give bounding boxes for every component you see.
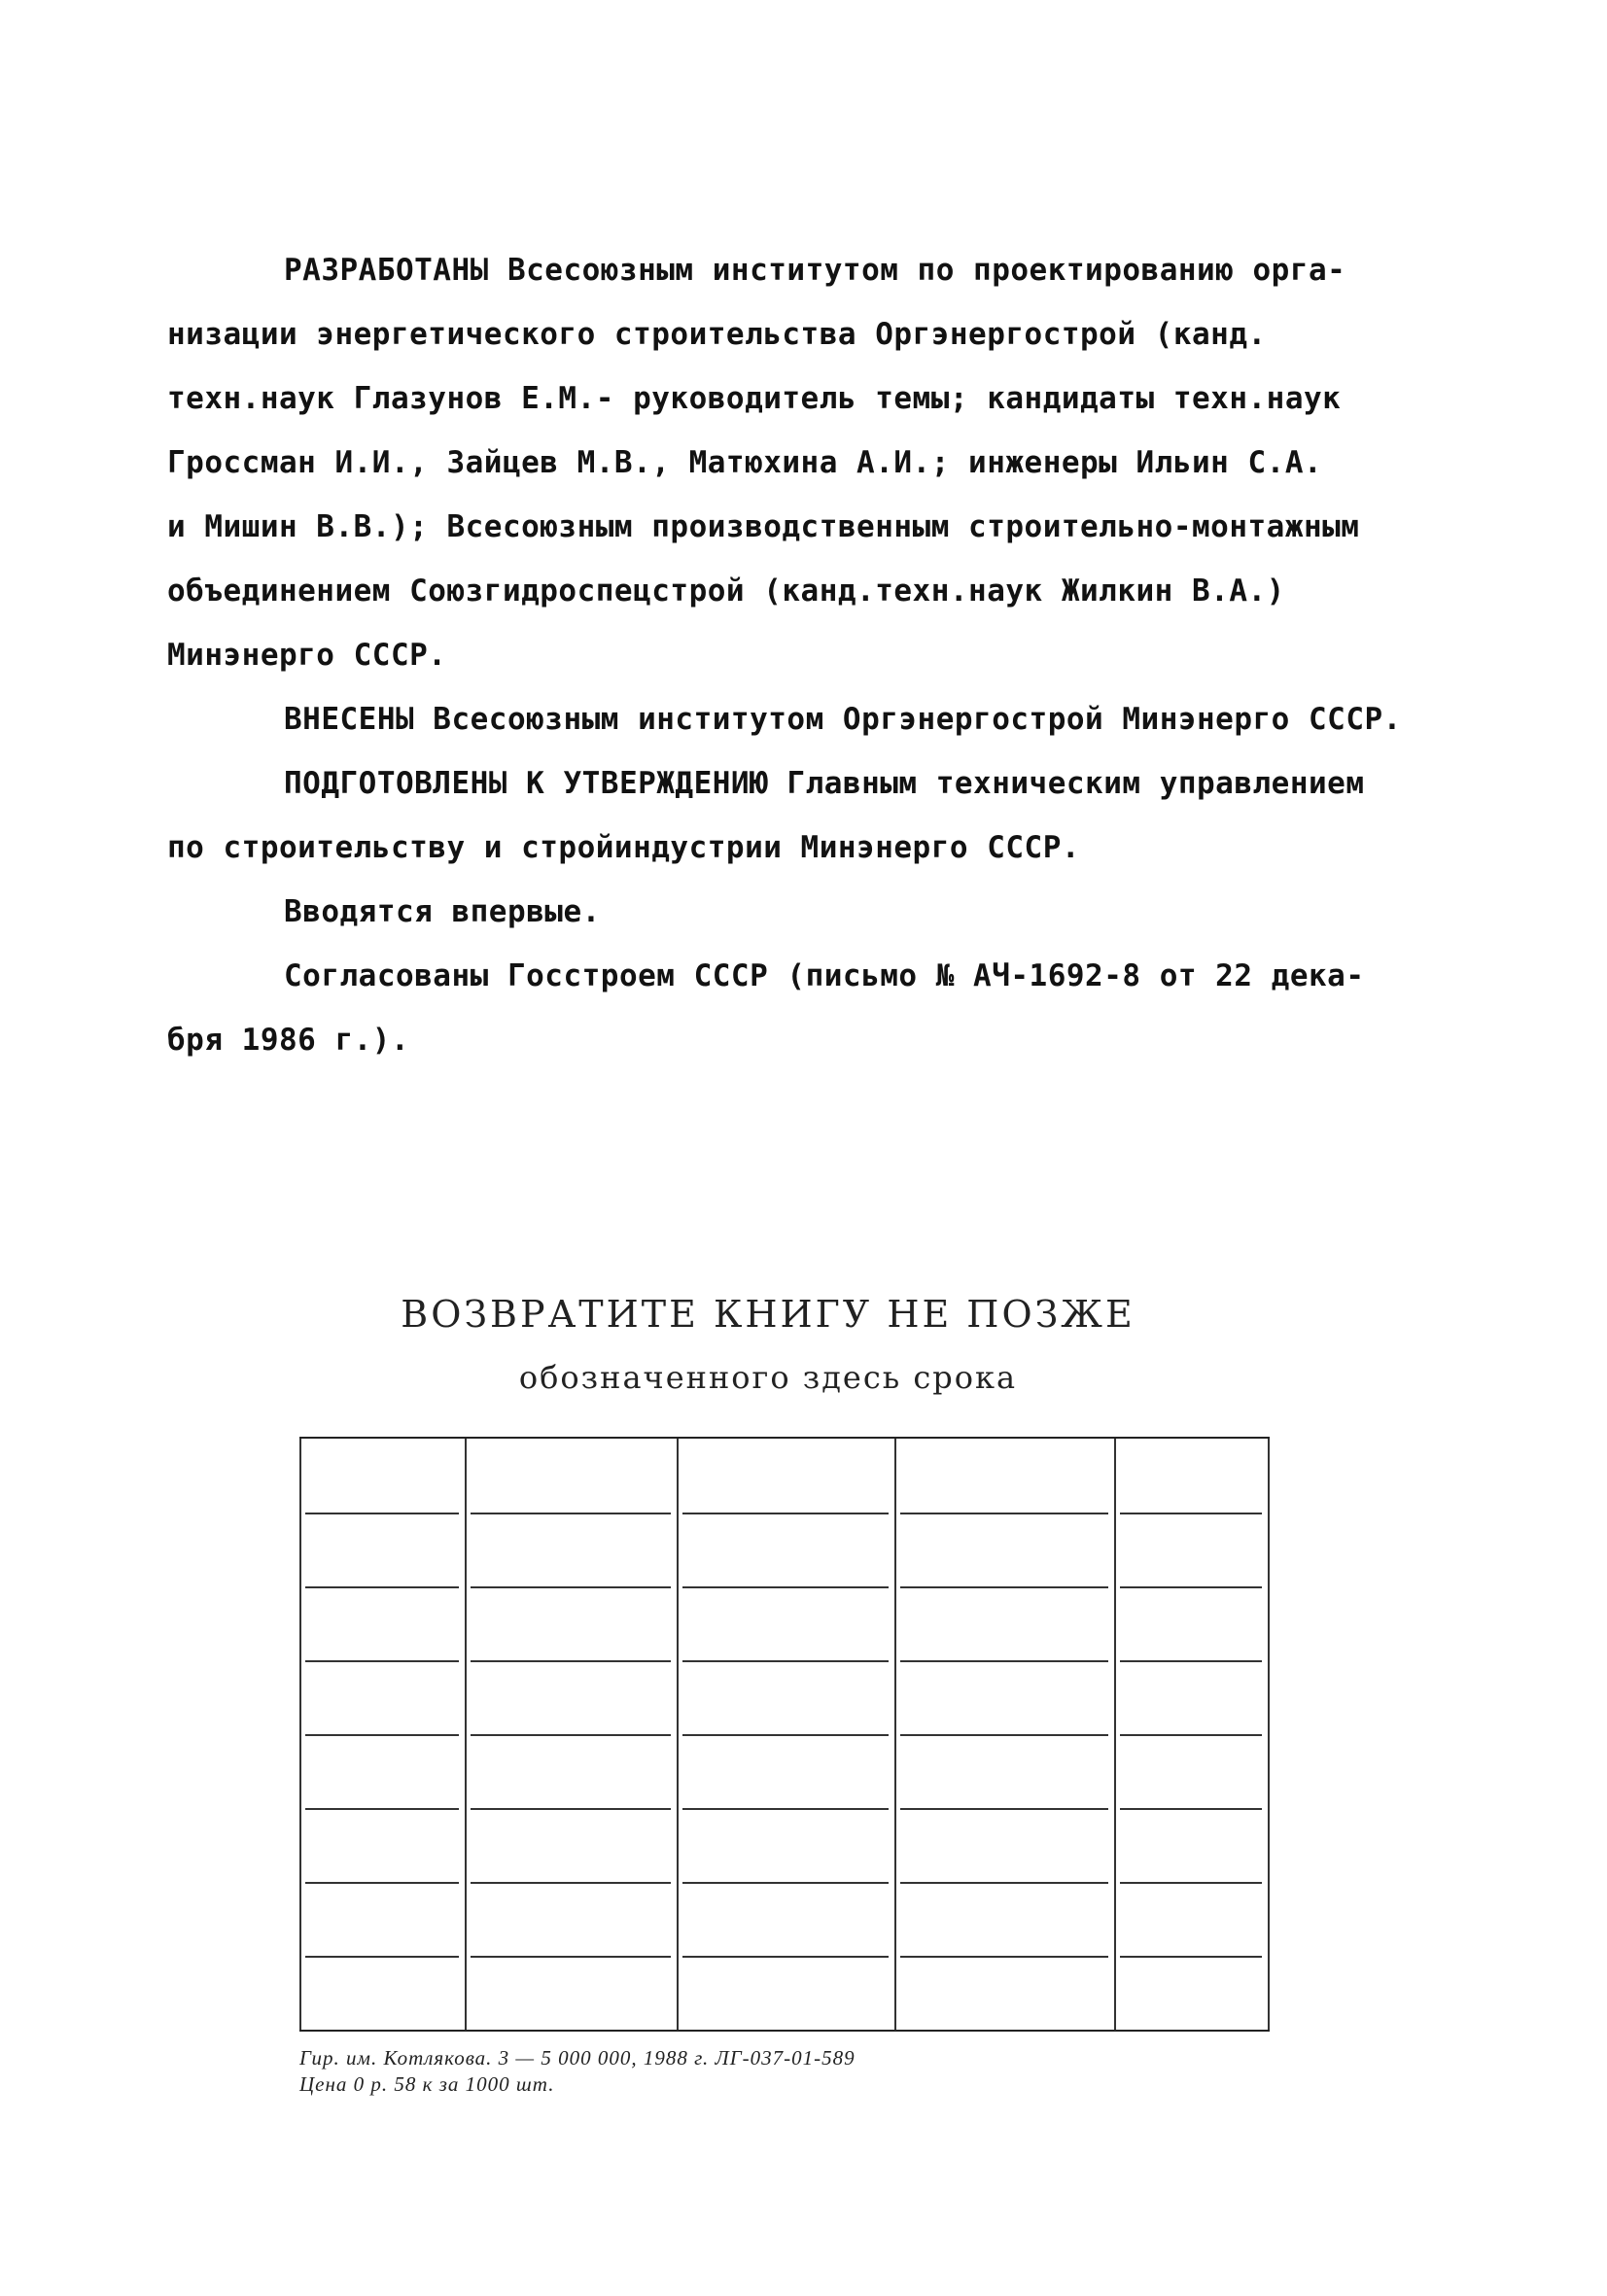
grid-row-line [682, 1956, 889, 1958]
grid-row-line [1120, 1586, 1262, 1588]
grid-row-line [471, 1956, 671, 1958]
paragraph-line: техн.наук Глазунов Е.М.- руководитель темы; кандидаты техн.наук [167, 381, 1342, 416]
grid-row-line [1120, 1660, 1262, 1662]
paragraph-line: РАЗРАБОТАНЫ Всесоюзным институтом по проектированию орга- [284, 253, 1346, 288]
grid-row-line [682, 1586, 889, 1588]
grid-row-line [471, 1513, 671, 1514]
grid-row-line [900, 1660, 1108, 1662]
paragraph-line: Гроссман И.И., Зайцев М.В., Матюхина А.И.; инженеры Ильин С.А. [167, 445, 1323, 480]
grid-row-line [900, 1513, 1108, 1514]
grid-row-line [471, 1882, 671, 1884]
grid-row-line [682, 1882, 889, 1884]
grid-row-line [900, 1956, 1108, 1958]
grid-row-line [682, 1660, 889, 1662]
grid-row-line [305, 1586, 459, 1588]
document-body [167, 238, 1460, 1072]
soglasovany-line: бря 1986 г.). [167, 1023, 410, 1058]
grid-row-line [682, 1734, 889, 1736]
grid-row-line [1120, 1956, 1262, 1958]
grid-row-line [471, 1660, 671, 1662]
grid-row-line [900, 1882, 1108, 1884]
soglasovany-line: Согласованы Госстроем СССР (письмо № АЧ-1692-8 от 22 дека- [284, 958, 1365, 993]
grid-row-line [471, 1586, 671, 1588]
grid-column-line [465, 1439, 467, 2030]
due-date-grid [299, 1437, 1270, 2032]
grid-row-line [900, 1734, 1108, 1736]
grid-column-line [1114, 1439, 1116, 2030]
paragraph-line: объединением Союзгидроспецстрой (канд.техн.наук Жилкин В.А.) [167, 574, 1285, 609]
grid-row-line [1120, 1513, 1262, 1514]
paragraph-line: и Мишин В.В.); Всесоюзным производственным строительно-монтажным [167, 509, 1360, 544]
paragraph-line: низации энергетического строительства Оргэнергострой (канд. [167, 317, 1267, 352]
grid-row-line [305, 1956, 459, 1958]
grid-row-line [900, 1808, 1108, 1810]
grid-column-line [677, 1439, 679, 2030]
return-stamp-subtitle: обозначенного здесь срока [518, 1359, 1018, 1396]
grid-row-line [471, 1808, 671, 1810]
grid-row-line [900, 1586, 1108, 1588]
grid-column-line [299, 1439, 301, 2030]
grid-row-line [1120, 1882, 1262, 1884]
paragraph-line: Минэнерго СССР. [167, 638, 447, 673]
grid-row-line [305, 1660, 459, 1662]
return-stamp-title: ВОЗВРАТИТЕ КНИГУ НЕ ПОЗЖЕ [401, 1293, 1135, 1336]
imprint-line: Гир. им. Котлякова. 3 — 5 000 000, 1988 г. ЛГ-037-01-589 [299, 2046, 856, 2070]
grid-row-line [682, 1513, 889, 1514]
podgotovleny-line: по строительству и стройиндустрии Минэнерго СССР. [167, 830, 1081, 865]
vneseny-line: ВНЕСЕНЫ Всесоюзным институтом Оргэнергострой Минэнерго СССР. [284, 702, 1402, 737]
grid-column-line [894, 1439, 896, 2030]
grid-row-line [471, 1734, 671, 1736]
grid-column-line [1268, 1439, 1270, 2030]
grid-row-line [682, 1808, 889, 1810]
grid-row-line [305, 1513, 459, 1514]
vvodyatsya-line: Вводятся впервые. [284, 894, 601, 929]
grid-row-line [1120, 1734, 1262, 1736]
grid-row-line [1120, 1808, 1262, 1810]
podgotovleny-line: ПОДГОТОВЛЕНЫ К УТВЕРЖДЕНИЮ Главным техническим управлением [284, 766, 1365, 801]
grid-row-line [305, 1734, 459, 1736]
grid-row-line [305, 1808, 459, 1810]
imprint-price-line: Цена 0 р. 58 к за 1000 шт. [299, 2072, 555, 2096]
grid-row-line [305, 1882, 459, 1884]
